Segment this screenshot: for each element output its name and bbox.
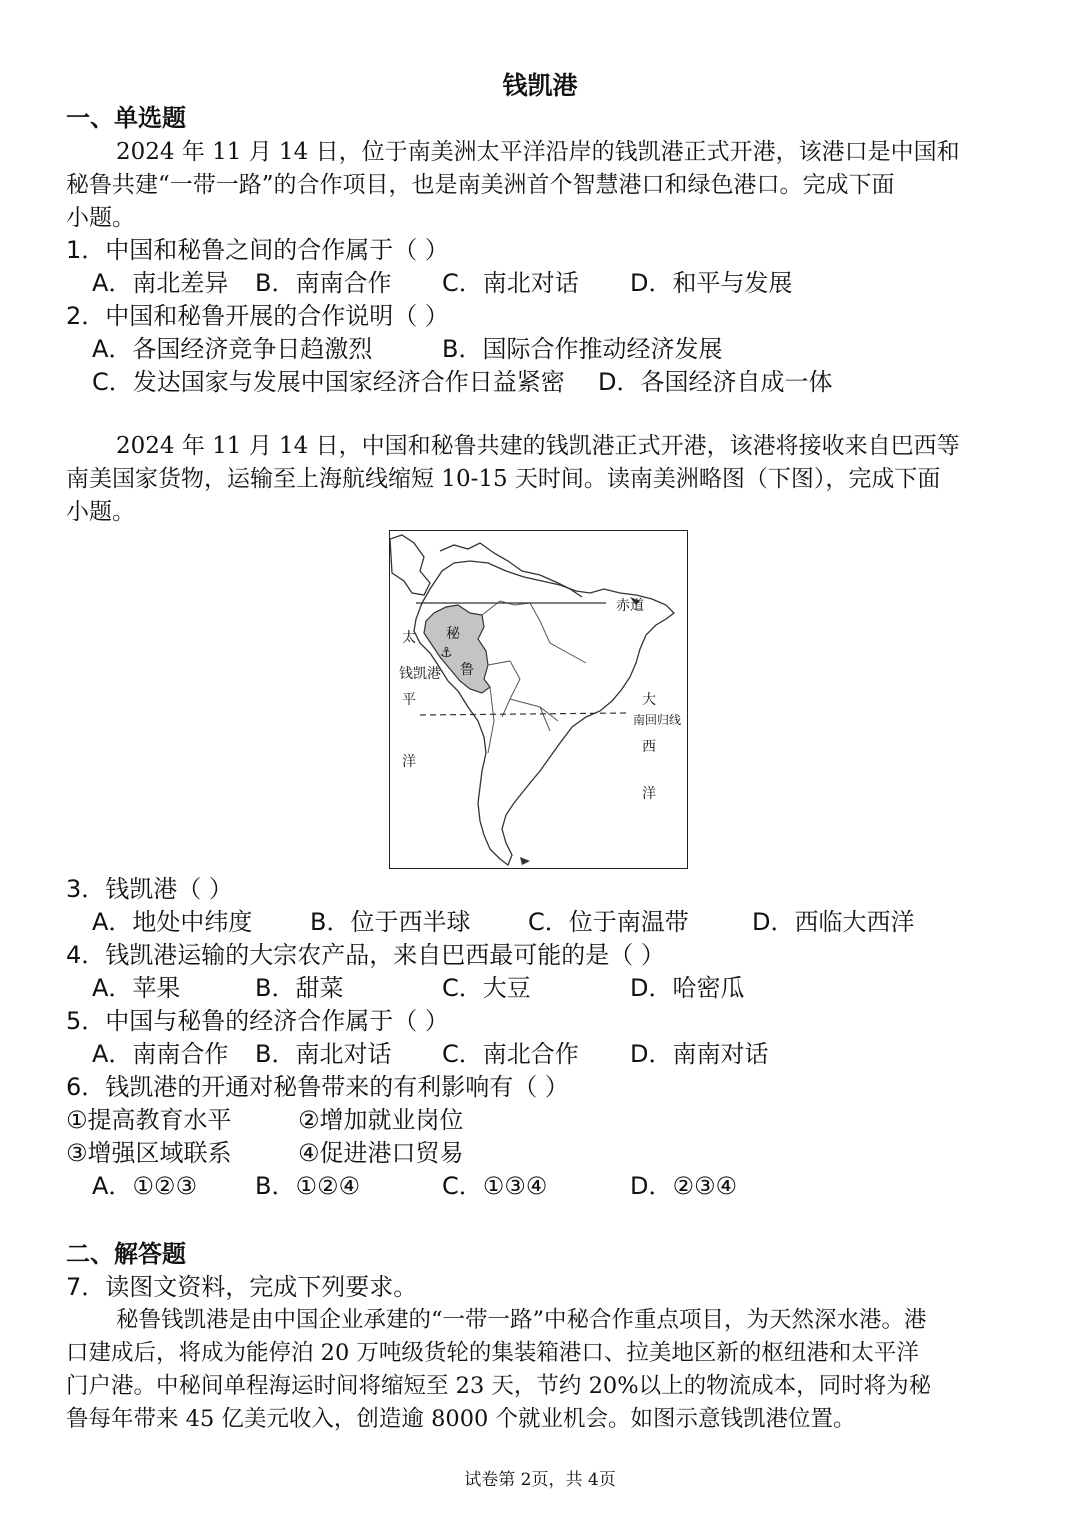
q3-option-a[interactable]: A．地处中纬度 <box>92 908 253 936</box>
q5-option-a[interactable]: A．南南合作 <box>92 1040 229 1068</box>
question-2-stem: 2．中国和秘鲁开展的合作说明（ ） <box>66 302 449 330</box>
q1-option-d[interactable]: D．和平与发展 <box>630 269 793 297</box>
caribbean-coast <box>440 543 582 597</box>
q6-item-3: ③增强区域联系 <box>66 1139 232 1167</box>
tropic-line <box>420 713 628 715</box>
question-3-stem: 3．钱凯港（ ） <box>66 875 233 903</box>
q7-text-line2: 口建成后，将成为能停泊 20 万吨级货轮的集装箱港口、拉美地区新的枢纽港和太平洋 <box>66 1340 919 1366</box>
q3-option-c[interactable]: C．位于南温带 <box>528 908 689 936</box>
intro2-line3: 小题。 <box>66 499 135 525</box>
section-heading-answer: 二、解答题 <box>66 1239 186 1268</box>
map-label-equator: 赤道 <box>616 598 644 614</box>
q6-item-2: ②增加就业岗位 <box>298 1106 464 1134</box>
map-label-pacific-2: 平 <box>402 692 416 708</box>
south-america-map <box>389 530 688 869</box>
q2-option-b[interactable]: B．国际合作推动经济发展 <box>442 335 723 363</box>
q6-option-c[interactable]: C．①③④ <box>442 1172 548 1200</box>
q4-option-d[interactable]: D．哈密瓜 <box>630 974 745 1002</box>
q7-text-line4: 鲁每年带来 45 亿美元收入，创造逾 8000 个就业机会。如图示意钱凯港位置。 <box>66 1406 856 1432</box>
intro1-line2: 秘鲁共建“一带一路”的合作项目，也是南美洲首个智慧港口和绿色港口。完成下面 <box>66 172 895 198</box>
map-label-port: 钱凯港 <box>399 666 441 682</box>
map-label-pacific-3: 洋 <box>402 754 416 770</box>
q7-text-line1: 秘鲁钱凯港是由中国企业承建的“一带一路”中秘合作重点项目，为天然深水港。港 <box>116 1307 927 1333</box>
q6-option-d[interactable]: D．②③④ <box>630 1172 738 1200</box>
section-heading-single-choice: 一、单选题 <box>66 103 186 132</box>
q4-option-c[interactable]: C．大豆 <box>442 974 531 1002</box>
islands <box>520 597 640 865</box>
question-4-stem: 4．钱凯港运输的大宗农产品，来自巴西最可能的是（ ） <box>66 941 665 969</box>
map-label-atlantic-2: 西 <box>642 739 656 755</box>
q1-option-a[interactable]: A．南北差异 <box>92 269 229 297</box>
q1-option-b[interactable]: B．南南合作 <box>255 269 392 297</box>
question-1-stem: 1．中国和秘鲁之间的合作属于（ ） <box>66 236 449 264</box>
q5-option-b[interactable]: B．南北对话 <box>255 1040 392 1068</box>
page-title: 钱凯港 <box>502 71 578 100</box>
question-5-stem: 5．中国与秘鲁的经济合作属于（ ） <box>66 1007 449 1035</box>
map-label-pacific-1: 太 <box>402 630 416 646</box>
page-footer: 试卷第 2页，共 4页 <box>464 1470 616 1490</box>
q2-option-c[interactable]: C．发达国家与发展中国家经济合作日益紧密 <box>92 368 565 396</box>
central-america-outline <box>390 535 430 595</box>
map-label-atlantic-3: 洋 <box>642 786 656 802</box>
q2-option-a[interactable]: A．各国经济竞争日趋激烈 <box>92 335 373 363</box>
question-7-stem: 7．读图文资料，完成下列要求。 <box>66 1273 418 1301</box>
map-label-peru-1: 秘 <box>446 626 460 642</box>
q2-option-d[interactable]: D．各国经济自成一体 <box>598 368 833 396</box>
intro2-line1: 2024 年 11 月 14 日，中国和秘鲁共建的钱凯港正式开港，该港将接收来自巴西等 <box>116 433 960 459</box>
q4-option-a[interactable]: A．苹果 <box>92 974 181 1002</box>
q3-option-b[interactable]: B．位于西半球 <box>310 908 471 936</box>
q4-option-b[interactable]: B．甜菜 <box>255 974 344 1002</box>
port-anchor-icon: ⚓ <box>440 645 453 661</box>
map-label-tropic: 南回归线 <box>633 713 682 727</box>
q6-item-4: ④促进港口贸易 <box>298 1139 464 1167</box>
q6-option-b[interactable]: B．①②④ <box>255 1172 361 1200</box>
map-label-peru-2: 鲁 <box>460 662 474 678</box>
intro1-line3: 小题。 <box>66 205 135 231</box>
intro1-line1: 2024 年 11 月 14 日，位于南美洲太平洋沿岸的钱凯港正式开港，该港口是中国和 <box>116 139 960 165</box>
q5-option-c[interactable]: C．南北合作 <box>442 1040 579 1068</box>
q7-text-line3: 门户港。中秘间单程海运时间将缩短至 23 天，节约 20%以上的物流成本，同时将为秘 <box>66 1373 932 1399</box>
map-label-atlantic-1: 大 <box>642 692 656 708</box>
q3-option-d[interactable]: D．西临大西洋 <box>752 908 915 936</box>
question-6-stem: 6．钱凯港的开通对秘鲁带来的有利影响有（ ） <box>66 1073 569 1101</box>
q5-option-d[interactable]: D．南南对话 <box>630 1040 769 1068</box>
intro2-line2: 南美国家货物，运输至上海航线缩短 10-15 天时间。读南美洲略图（下图），完成下面 <box>66 466 941 492</box>
q1-option-c[interactable]: C．南北对话 <box>442 269 579 297</box>
q6-item-1: ①提高教育水平 <box>66 1106 232 1134</box>
q6-option-a[interactable]: A．①②③ <box>92 1172 197 1200</box>
